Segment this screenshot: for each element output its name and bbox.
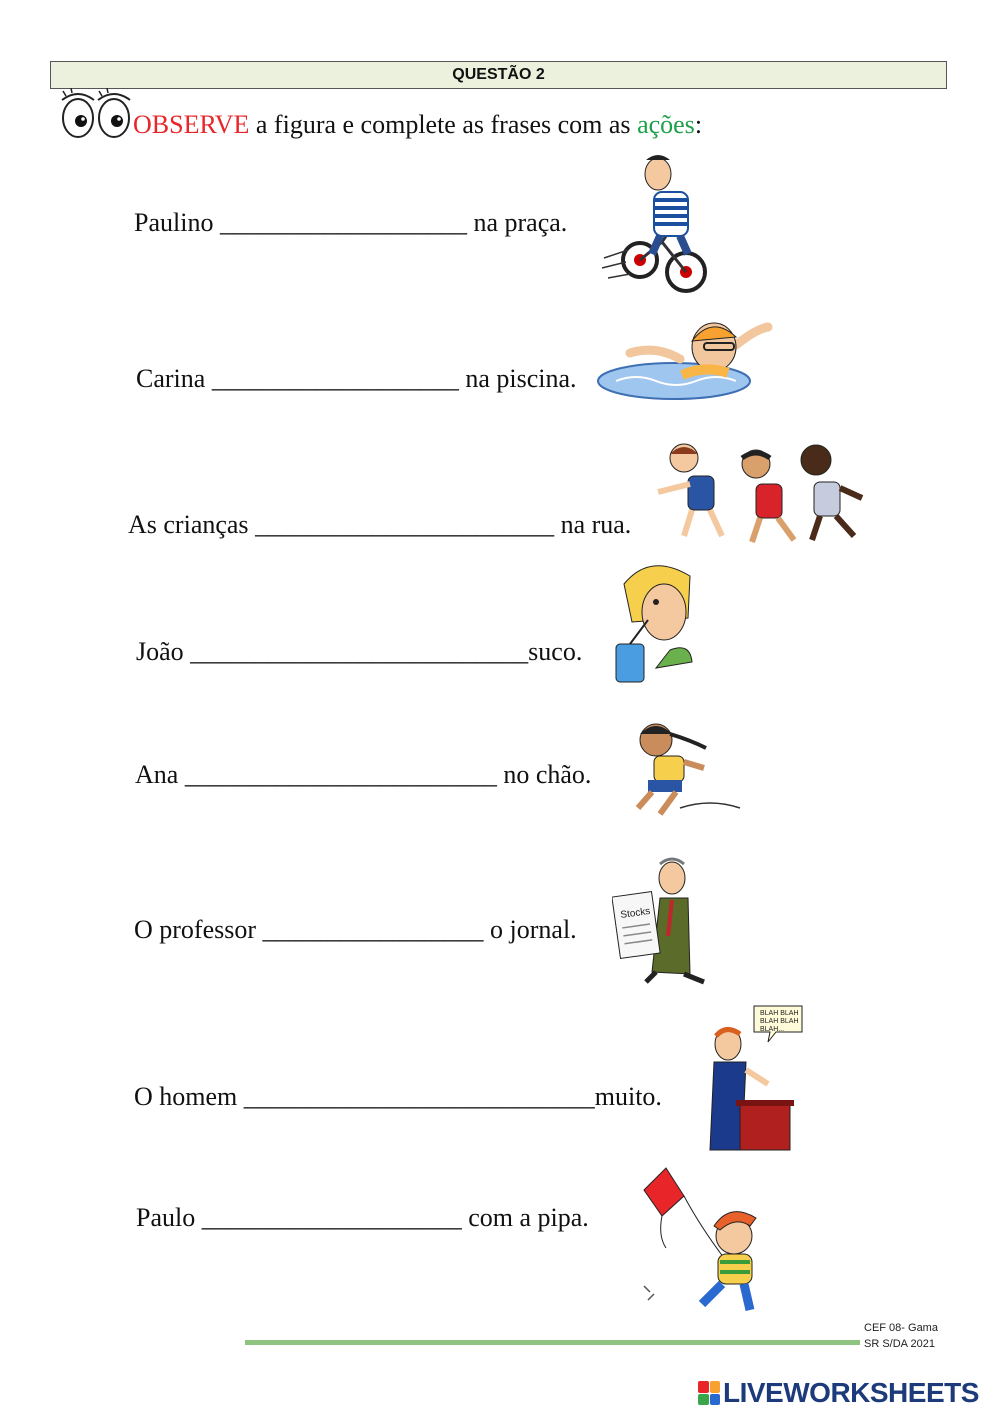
newspaper-label: Stocks	[619, 905, 652, 922]
instruction-text	[133, 110, 702, 140]
sentence-complement: na praça.	[473, 208, 568, 237]
sentence-complement: no chão.	[503, 760, 592, 789]
sentence-subject: As crianças	[128, 510, 249, 539]
eyes-icon	[58, 88, 134, 140]
answer-blank[interactable]: ________________________	[184, 760, 497, 789]
sentence-1	[134, 208, 567, 238]
speech-line-1: BLAH BLAH	[760, 1010, 799, 1017]
sentence-6	[134, 915, 577, 945]
question-title: QUESTÃO 2	[452, 66, 545, 83]
sentence-subject: Paulo	[136, 1203, 196, 1232]
sentence-2	[136, 364, 577, 394]
sentence-complement: o jornal.	[490, 915, 577, 944]
sentence-complement: na rua.	[560, 510, 632, 539]
answer-blank[interactable]: __________________________	[190, 637, 529, 666]
sentence-subject: O professor	[134, 915, 257, 944]
man-speaking-podium-icon	[706, 1000, 810, 1158]
bicycle-rider-icon	[600, 150, 710, 298]
question-header	[50, 61, 947, 89]
speech-line-2: BLAH BLAH	[760, 1018, 799, 1025]
answer-blank[interactable]: ___________________________	[243, 1082, 595, 1111]
instruction-acoes: ações	[637, 110, 695, 139]
footer-school: CEF 08- Gama	[864, 1322, 938, 1334]
sentence-subject: João	[136, 637, 184, 666]
speech-line-3: BLAH...	[760, 1026, 785, 1033]
swimmer-icon	[596, 315, 774, 401]
sentence-complement: suco.	[528, 637, 583, 666]
instruction-middle: a figura e complete as frases com as	[249, 110, 638, 139]
sentence-subject: O homem	[134, 1082, 238, 1111]
answer-blank[interactable]: _______________________	[255, 510, 555, 539]
brand-name: LIVEWORKSHEETS	[723, 1377, 979, 1408]
liveworksheets-logo[interactable]	[698, 1378, 979, 1408]
answer-blank[interactable]: _________________	[262, 915, 484, 944]
instruction-observe: OBSERVE	[133, 110, 250, 139]
instruction-end: :	[694, 110, 703, 139]
sentence-4	[136, 637, 582, 667]
answer-blank[interactable]: ___________________	[211, 364, 459, 393]
sentence-8	[136, 1203, 589, 1233]
sentence-subject: Paulino	[134, 208, 214, 237]
drinking-juice-icon	[610, 558, 700, 686]
sentence-7	[134, 1082, 662, 1112]
liveworksheets-icon	[698, 1381, 720, 1405]
man-reading-newspaper-icon	[612, 856, 722, 988]
sentence-subject: Carina	[136, 364, 206, 393]
sentence-3	[128, 510, 631, 540]
footer-divider	[245, 1340, 860, 1345]
sentence-complement: na piscina.	[465, 364, 577, 393]
boy-kite-icon	[640, 1166, 772, 1320]
girl-running-icon	[620, 718, 742, 820]
footer-region: SR S/DA 2021	[864, 1338, 935, 1350]
sentence-complement: com a pipa.	[468, 1203, 589, 1232]
sentence-complement: muito.	[594, 1082, 662, 1111]
answer-blank[interactable]: ____________________	[201, 1203, 462, 1232]
running-children-icon	[656, 440, 868, 548]
sentence-5	[135, 760, 591, 790]
sentence-subject: Ana	[135, 760, 179, 789]
answer-blank[interactable]: ___________________	[219, 208, 467, 237]
